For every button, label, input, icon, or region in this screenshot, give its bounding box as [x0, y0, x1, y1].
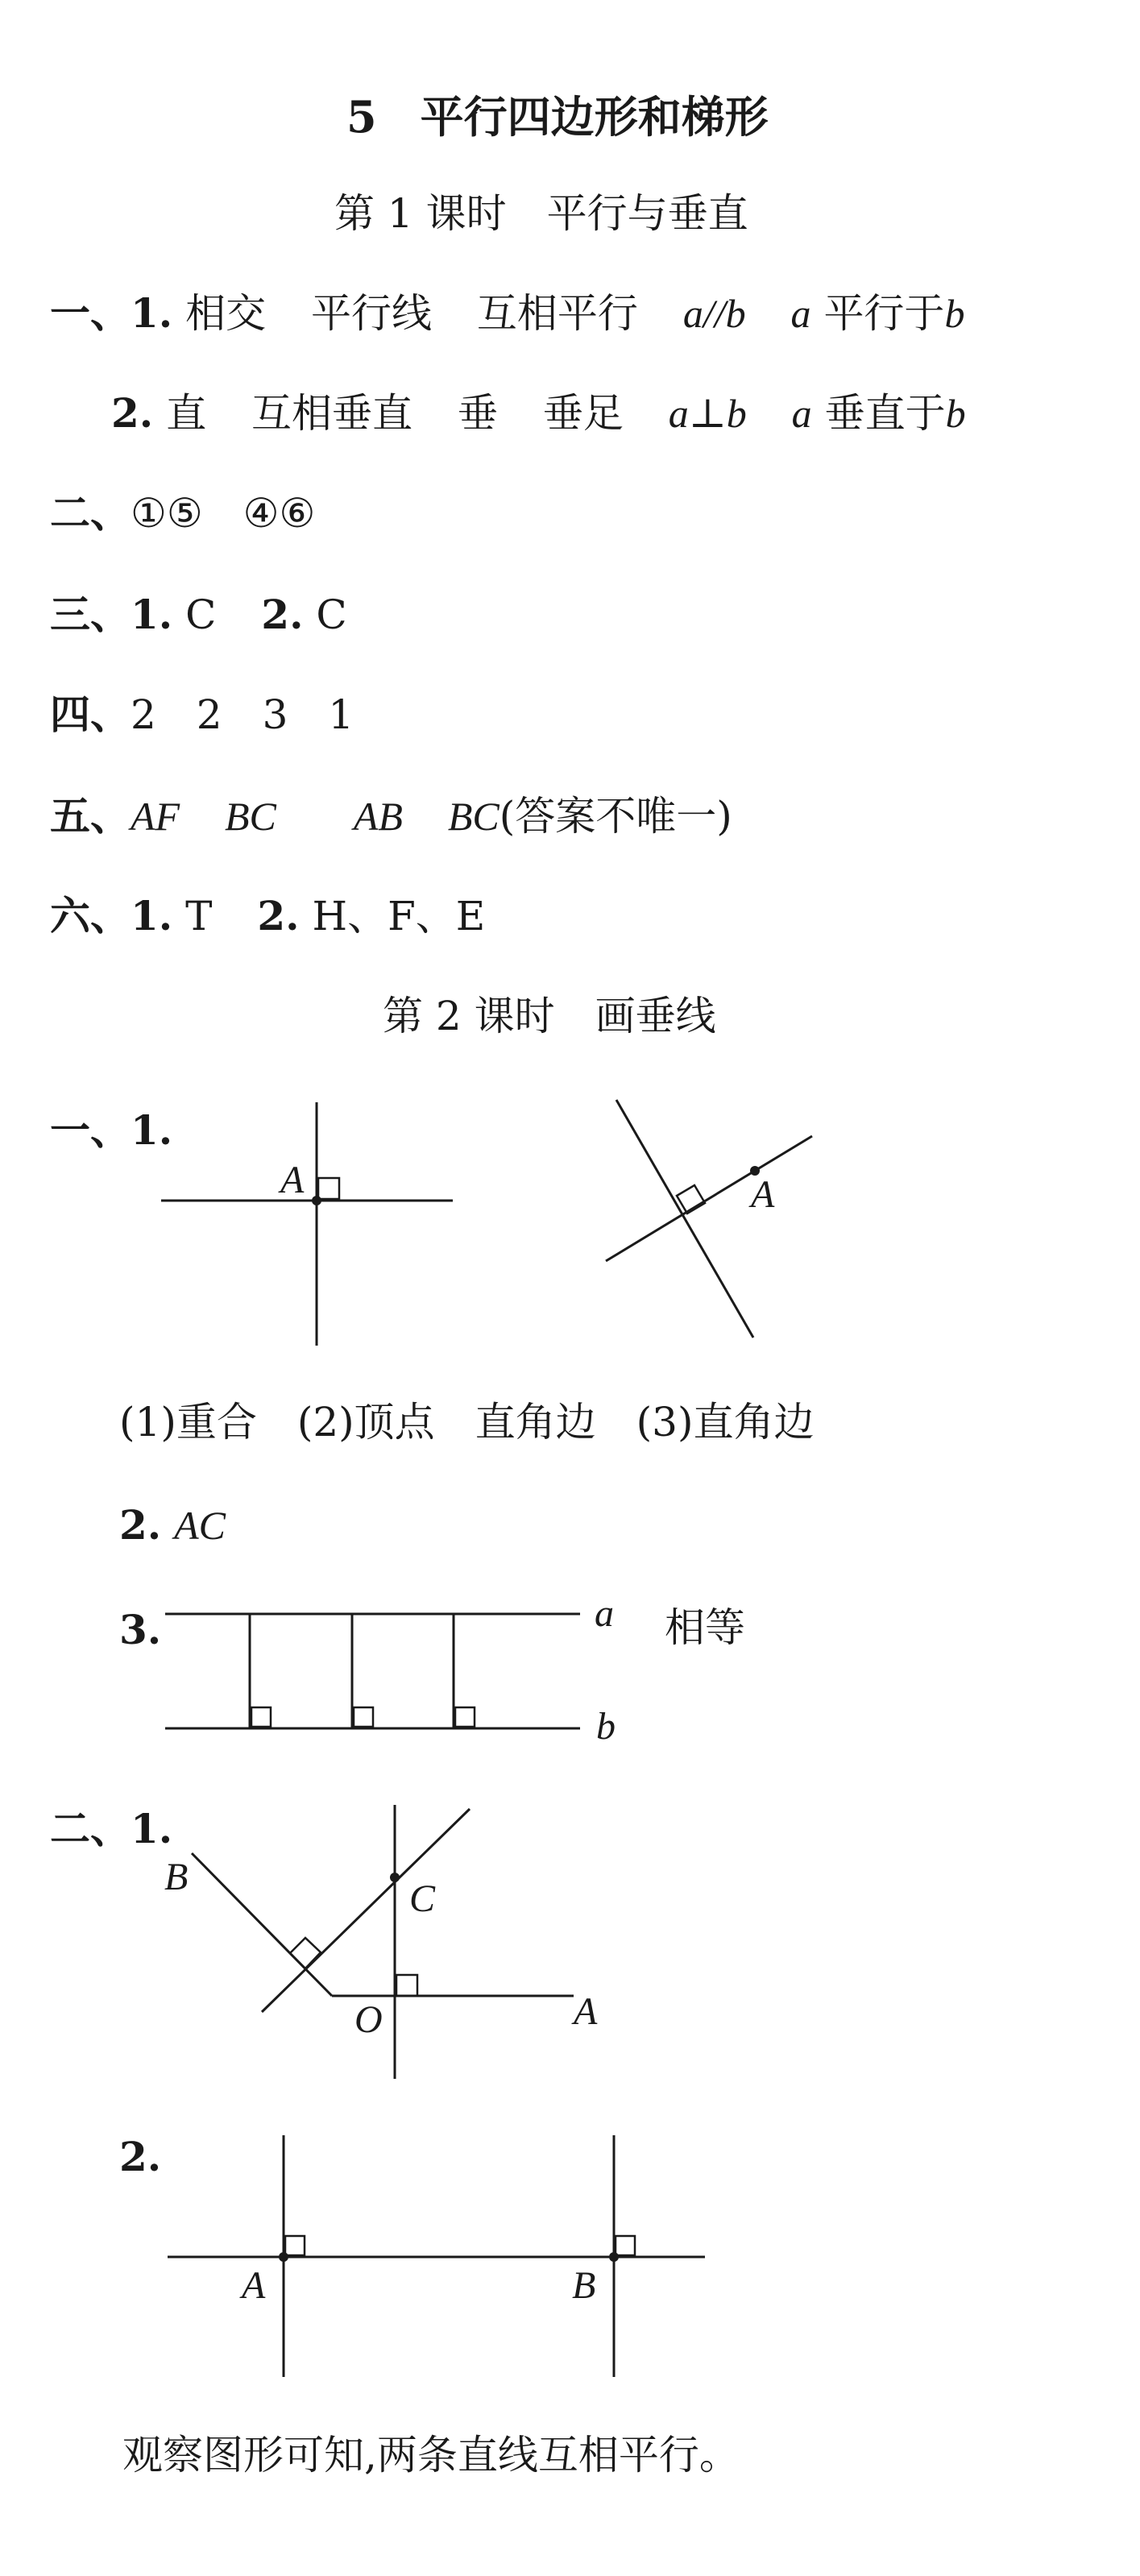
- line-a-label: a: [595, 1592, 614, 1635]
- angle-label-b: B: [164, 1856, 189, 1898]
- l2-q2-conclusion: 观察图形可知,两条直线互相平行。: [122, 2432, 740, 2479]
- l1-q4-number: 四、: [50, 691, 131, 738]
- l1-q1-ans5-var2: b: [944, 291, 965, 336]
- l1-q5-note: (答案不唯一): [499, 793, 732, 840]
- l1-q6-ans1: T: [185, 893, 213, 940]
- l1-q1-b3: 垂: [457, 390, 498, 437]
- lesson-1-heading: 第 1 课时 平行与垂直: [334, 190, 748, 237]
- l1-q1-sub1-number: 1.: [131, 289, 173, 337]
- l1-q2-number: 二、: [50, 489, 131, 537]
- l2-q1-number: 一、: [50, 1106, 131, 1154]
- l1-q1-b1: 直: [166, 390, 207, 437]
- l1-q6-number: 六、: [50, 892, 131, 940]
- l1-q2-answer: ①⑤ ④⑥: [131, 490, 316, 537]
- angle-label-c: C: [409, 1877, 436, 1920]
- fig1-label-a: A: [280, 1159, 305, 1201]
- l1-q1-ans2: 平行线: [311, 290, 433, 337]
- l1-q1-ans3: 互相平行: [476, 290, 638, 337]
- l1-q6-sub2-number: 2.: [257, 892, 300, 940]
- l2-q1-sub3-answer: 相等: [665, 1604, 745, 1651]
- l2-q1-fill-answers: (1)重合 (2)顶点 直角边 (3)直角边: [119, 1399, 815, 1446]
- l1-q1-number: 一、: [50, 289, 131, 337]
- l1-q1-ans4: a//b: [682, 291, 746, 336]
- l1-q5-ans4: BC: [447, 794, 500, 839]
- l1-q1-b6-var2: b: [945, 391, 966, 436]
- l1-q1-b2: 互相垂直: [251, 390, 413, 437]
- l1-q1-ans5-var: a: [790, 291, 811, 336]
- l2-q1-sub3-number: 3.: [119, 1606, 162, 1653]
- l1-q1-b4: 垂足: [542, 390, 624, 437]
- figure-two-perpendiculars: [168, 2135, 705, 2377]
- figure-parallel-lines: [165, 1592, 616, 1748]
- section-title: 5 平行四边形和梯形: [346, 91, 769, 143]
- l1-q1-ans1: 相交: [185, 290, 267, 337]
- l2-q1-sub1-number: 1.: [131, 1106, 173, 1154]
- l1-q1-b6-text: 垂直于: [824, 390, 946, 437]
- figure-perpendicular-1: [161, 1102, 453, 1346]
- l1-q3-ans2: C: [316, 591, 347, 638]
- l1-q5-ans2: BC: [225, 794, 276, 839]
- l1-q5-ans1: AF: [131, 794, 180, 839]
- angle-label-o: O: [354, 1998, 383, 2041]
- l2-q2-sub1-number: 1.: [131, 1805, 173, 1852]
- figure-perpendicular-2: [606, 1100, 812, 1338]
- l2-q2-label: [50, 1805, 173, 1852]
- lesson-2-heading: 第 2 课时 画垂线: [383, 993, 716, 1039]
- line-b-label: b: [596, 1705, 616, 1748]
- fig2-label-a: A: [751, 1173, 775, 1216]
- l2-q2-sub2-number: 2.: [119, 2133, 162, 2180]
- angle-label-a: A: [574, 1990, 598, 2033]
- l1-q5-number: 五、: [50, 792, 131, 840]
- figure-angle-aob: [164, 1805, 598, 2079]
- l2-q1-sub2-number: 2.: [119, 1501, 162, 1549]
- l1-q1-sub2-number: 2.: [111, 389, 154, 437]
- l1-q6-ans2: H、F、E: [312, 893, 486, 940]
- l1-q3-number: 三、: [50, 591, 131, 638]
- l1-q1-b6-var: a: [791, 391, 812, 436]
- l1-q3-sub1-number: 1.: [131, 591, 173, 638]
- l1-q3-sub2-number: 2.: [261, 591, 304, 638]
- point-label-b: B: [572, 2264, 596, 2307]
- point-label-a: A: [242, 2264, 266, 2307]
- l2-q2-number: 二、: [50, 1805, 131, 1852]
- l1-q6-sub1-number: 1.: [131, 892, 173, 940]
- l1-q1-ans5-text: 平行于: [823, 290, 945, 337]
- l2-q1-sub2: [119, 1501, 226, 1549]
- l1-q4-answer: 2 2 3 1: [131, 691, 354, 738]
- l1-q1-b5: a⊥b: [668, 391, 747, 436]
- l2-q1-sub2-answer: AC: [174, 1503, 226, 1548]
- l1-q5-ans3: AB: [353, 794, 403, 839]
- l1-q3-ans1: C: [185, 591, 217, 638]
